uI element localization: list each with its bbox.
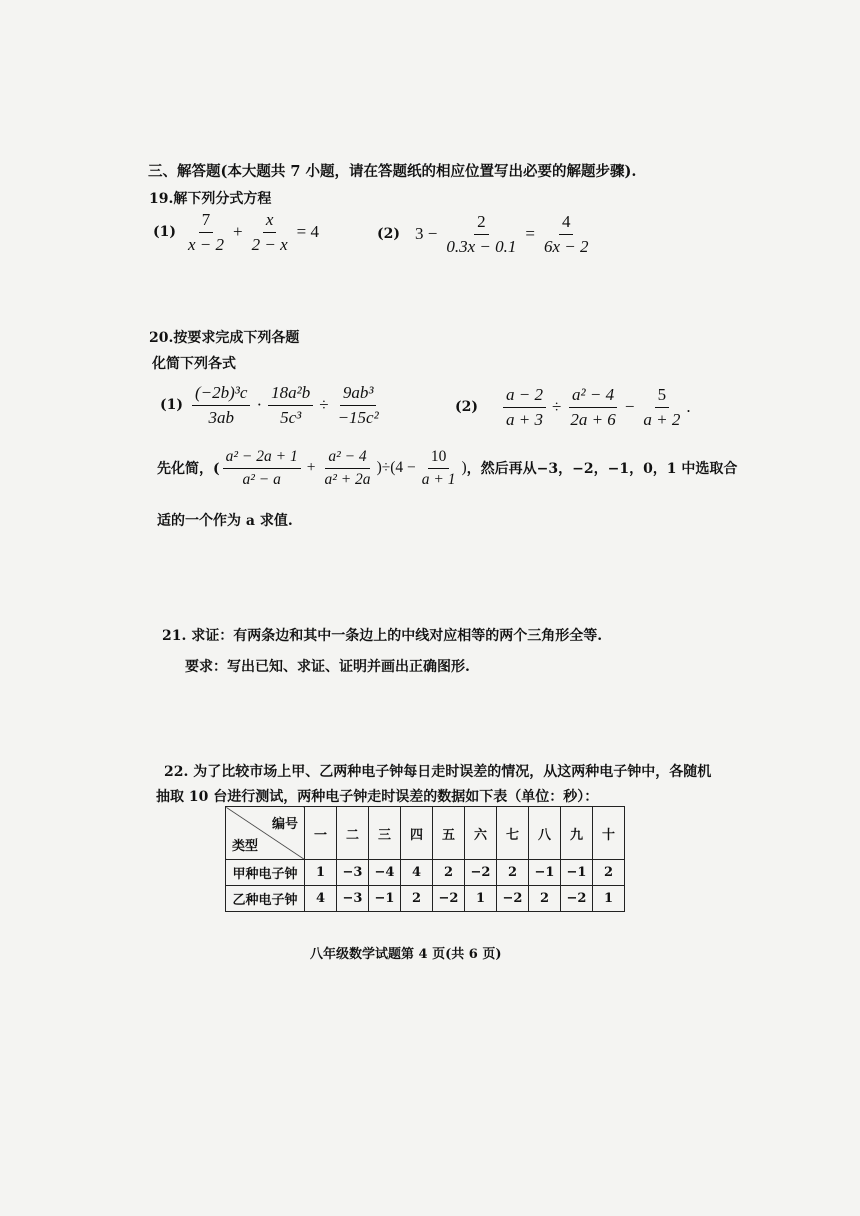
- table-header-cell: 一: [305, 807, 337, 860]
- error-table-wrap: [225, 806, 625, 912]
- q20-part1-label: (1): [160, 397, 183, 414]
- table-cell: 1: [465, 886, 497, 912]
- row-label: 甲种电子钟: [226, 860, 305, 886]
- table-cell: −2: [465, 860, 497, 886]
- fraction: $\frac{a - 2}{a + 3}$: [503, 385, 546, 429]
- q19-part1: (1) $\frac{7}{x - 2}$ + $\frac{x}{2 - x}$ = 4: [153, 210, 319, 254]
- table-cell: 4: [401, 860, 433, 886]
- table-cell: −1: [529, 860, 561, 886]
- q20-part3-line2: 适的一个作为 a 求值.: [157, 513, 293, 529]
- fraction: $\frac{7}{x - 2}$: [188, 210, 225, 254]
- fraction: $\frac{5}{a + 2}$: [643, 385, 681, 429]
- fraction: $\frac{\text{a² − 4}}{\text{a² + 2a}}$: [324, 448, 371, 488]
- table-header-cell: 七: [497, 807, 529, 860]
- table-cell: 2: [593, 860, 625, 886]
- q20-subtitle: 化简下列各式: [152, 356, 236, 372]
- error-table: [225, 806, 625, 912]
- table-cell: −2: [497, 886, 529, 912]
- table-cell: −2: [433, 886, 465, 912]
- q19-part2-label: (2): [377, 226, 400, 243]
- fraction: $\frac{\text{(−2b)³c}}{3ab}$: [192, 383, 250, 427]
- table-row: [226, 886, 625, 912]
- table-header-cell: 二: [337, 807, 369, 860]
- q20-part3-prefix: 先化简，(: [157, 461, 220, 478]
- table-header-cell: 九: [561, 807, 593, 860]
- fraction: $\frac{\text{a² − 4}}{2a + 6}$: [570, 385, 616, 429]
- q20-part2: (2) $\frac{a - 2}{a + 3}$ ÷ $\frac{\text{a² − 4}}{2a + 6}$ − $\frac{5}{a + 2}$ .: [455, 385, 691, 429]
- table-header-row: [226, 807, 625, 860]
- table-cell: −1: [369, 886, 401, 912]
- table-cell: 2: [401, 886, 433, 912]
- table-cell: −2: [561, 886, 593, 912]
- fraction: $\frac{10}{a + 1}$: [421, 448, 456, 488]
- table-corner-cell: [226, 807, 305, 860]
- q21-line2: 要求：写出已知、求证、证明并画出正确图形.: [185, 659, 470, 675]
- table-cell: −3: [337, 860, 369, 886]
- table-header-cell: 六: [465, 807, 497, 860]
- table-cell: 1: [593, 886, 625, 912]
- table-cell: 2: [497, 860, 529, 886]
- q20-part3: 先化简，( $\frac{\text{a² − 2a + 1}}{\text{a² − a}}$ + $\frac{\text{a² − 4}}{\text{a² + 2a}}$ )÷(4 − $\frac{10}{a + 1}$ ) ，然后再从−3，−2，−1，0，1 中选取合: [157, 448, 738, 488]
- table-header-cell: 八: [529, 807, 561, 860]
- table-cell: 1: [305, 860, 337, 886]
- table-cell: −1: [561, 860, 593, 886]
- table-header-cell: 十: [593, 807, 625, 860]
- corner-label-type: 类型: [232, 839, 259, 854]
- section-heading: 三、解答题(本大题共 7 小题，请在答题纸的相应位置写出必要的解题步骤).: [148, 163, 637, 180]
- q20-part2-label: (2): [455, 399, 478, 416]
- fraction: $\frac{\text{18a²b}}{\text{5c³}}$: [268, 383, 313, 427]
- q20-title: 20.按要求完成下列各题: [149, 330, 300, 346]
- table-header-cell: 四: [401, 807, 433, 860]
- q19-title: 19.解下列分式方程: [149, 191, 272, 207]
- q20-part3-suffix: ，然后再从−3，−2，−1，0，1 中选取合: [466, 461, 738, 478]
- q22-line2: 抽取 10 台进行测试，两种电子钟走时误差的数据如下表（单位：秒）：: [156, 789, 599, 805]
- fraction: $\frac{2}{0.3x - 0.1}$: [446, 212, 517, 256]
- fraction: $\frac{\text{9ab³}}{\text{−15c²}}$: [337, 383, 379, 427]
- table-header-cell: 五: [433, 807, 465, 860]
- row-label: 乙种电子钟: [226, 886, 305, 912]
- q19-part1-label: (1): [153, 224, 176, 241]
- page-footer: 八年级数学试题第 4 页(共 6 页): [310, 947, 502, 962]
- q20-part1: (1) $\frac{\text{(−2b)³c}}{3ab}$ · $\frac{\text{18a²b}}{\text{5c³}}$ ÷ $\frac{\text{9ab³}}{\text{−15c²}}$: [160, 383, 385, 427]
- table-cell: 2: [433, 860, 465, 886]
- table-cell: −4: [369, 860, 401, 886]
- table-cell: −3: [337, 886, 369, 912]
- fraction: $\frac{4}{6x - 2}$: [543, 212, 589, 256]
- q22-line1: 22. 为了比较市场上甲、乙两种电子钟每日走时误差的情况，从这两种电子钟中，各随机: [164, 764, 712, 780]
- fraction: $\frac{\text{a² − 2a + 1}}{\text{a² − a}}$: [223, 448, 301, 489]
- table-cell: 2: [529, 886, 561, 912]
- table-header-cell: 三: [369, 807, 401, 860]
- q19-part2: (2) 3 − $\frac{2}{0.3x - 0.1}$ = $\frac{4}{6x - 2}$: [377, 212, 595, 256]
- q21-line1: 21. 求证：有两条边和其中一条边上的中线对应相等的两个三角形全等.: [162, 628, 603, 644]
- table-cell: 4: [305, 886, 337, 912]
- table-row: [226, 860, 625, 886]
- corner-label-number: 编号: [271, 817, 298, 832]
- fraction: $\frac{x}{2 - x}$: [251, 210, 288, 254]
